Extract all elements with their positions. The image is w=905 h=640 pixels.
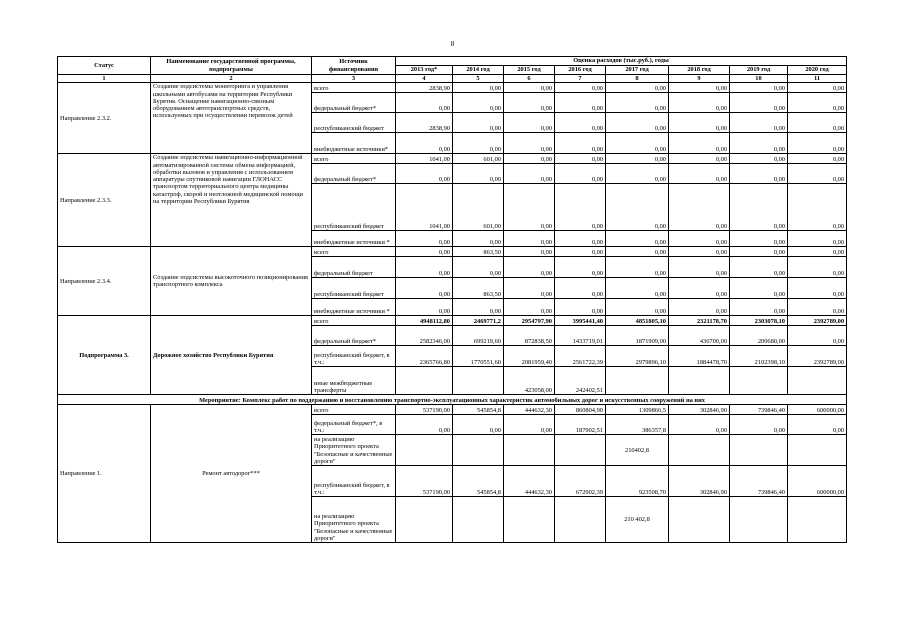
header-year: 2013 год* [396, 66, 453, 75]
value-cell: 0,00 [555, 257, 606, 278]
value-cell: 0,00 [555, 154, 606, 164]
value-cell: 0,00 [555, 231, 606, 247]
value-cell: 0,00 [555, 83, 606, 93]
header-year: 2018 год [669, 66, 730, 75]
value-cell: 2392789,00 [788, 316, 847, 326]
value-cell: 1309866,5 [606, 405, 669, 415]
value-cell: 1433719,01 [555, 326, 606, 346]
value-cell: 0,00 [555, 164, 606, 184]
value-cell: 0,00 [788, 154, 847, 164]
header-year: 2016 год [555, 66, 606, 75]
value-cell: 242402,51 [555, 367, 606, 395]
value-cell: 872838,50 [504, 326, 555, 346]
value-cell: 0,00 [396, 278, 453, 299]
program-name: Дорожное хозяйство Республики Бурятия [151, 316, 312, 395]
funding-source: внебюджетные источники * [312, 299, 396, 316]
value-cell: 2081959,40 [504, 346, 555, 367]
funding-source: республиканский бюджет [312, 278, 396, 299]
expenditure-table [57, 56, 847, 543]
value-cell: 0,00 [606, 184, 669, 231]
value-cell: 0,00 [504, 231, 555, 247]
funding-source: внебюджетные источники* [312, 133, 396, 154]
header-year: 2019 год [730, 66, 788, 75]
value-cell: 0,00 [730, 231, 788, 247]
value-cell [730, 435, 788, 466]
value-cell [730, 497, 788, 543]
section-title: Мероприятие: Комплекс работ по поддержанию и восстановлению транспортно-эксплуатационных характеристик автомобильных дорог и искусственных сооружений на них [58, 395, 847, 405]
value-cell: 0,00 [453, 257, 504, 278]
value-cell: 1770551,60 [453, 346, 504, 367]
value-cell: 0,00 [669, 415, 730, 435]
value-cell: 0,00 [669, 93, 730, 113]
value-cell: 1041,00 [396, 154, 453, 164]
column-index: 5 [453, 75, 504, 83]
value-cell: 0,00 [788, 164, 847, 184]
column-index: 6 [504, 75, 555, 83]
value-cell: 0,00 [504, 184, 555, 231]
value-cell [396, 497, 453, 543]
value-cell [669, 367, 730, 395]
value-cell: 302846,90 [669, 466, 730, 497]
value-cell: 0,00 [606, 231, 669, 247]
value-cell: 2469771,2 [453, 316, 504, 326]
value-cell: 0,00 [669, 257, 730, 278]
value-cell: 0,00 [453, 83, 504, 93]
funding-source: федеральный бюджет [312, 257, 396, 278]
value-cell: 2582346,00 [396, 326, 453, 346]
header-status: Статус [58, 57, 151, 75]
value-cell: 0,00 [504, 83, 555, 93]
value-cell [555, 497, 606, 543]
value-cell [504, 497, 555, 543]
value-cell: 4851805,10 [606, 316, 669, 326]
value-cell: 600000,00 [788, 466, 847, 497]
value-cell: 0,00 [453, 299, 504, 316]
value-cell: 600000,00 [788, 405, 847, 415]
column-index: 11 [788, 75, 847, 83]
value-cell: 699219,60 [453, 326, 504, 346]
value-cell [453, 497, 504, 543]
row-status: Подпрограмма 3. [58, 316, 151, 395]
funding-source: федеральный бюджет* [312, 93, 396, 113]
table-row [58, 405, 847, 415]
value-cell: 923508,70 [606, 466, 669, 497]
program-name: Создание подсистемы навигационно-информационной автоматизированной системы обмена информацией, обработки вызовов и управления с использованием аппаратуры спутниковой навигации ГЛОНАСС транспортом территориального центра медицины катастроф, скорой и неотложной медицинской помощи на территории Республики Бурятия [151, 154, 312, 247]
column-index: 4 [396, 75, 453, 83]
value-cell: 0,00 [504, 93, 555, 113]
value-cell: 0,00 [396, 164, 453, 184]
value-cell: 545854,8 [453, 466, 504, 497]
value-cell: 1871909,00 [606, 326, 669, 346]
value-cell: 0,00 [555, 133, 606, 154]
value-cell: 0,00 [730, 93, 788, 113]
funding-source: всего [312, 83, 396, 93]
funding-source: республиканский бюджет, в т.ч.: [312, 466, 396, 497]
header-year: 2014 год [453, 66, 504, 75]
funding-source: иные межбюджетные трансферты [312, 367, 396, 395]
value-cell: 444632,30 [504, 466, 555, 497]
value-cell: 0,00 [730, 415, 788, 435]
value-cell: 863,50 [453, 278, 504, 299]
value-cell: 2392789,00 [788, 346, 847, 367]
value-cell: 200680,00 [730, 326, 788, 346]
value-cell: 0,00 [730, 278, 788, 299]
value-cell [788, 367, 847, 395]
value-cell [788, 435, 847, 466]
header-program: Наименование государственной программы, подпрограммы [151, 57, 312, 75]
value-cell: 0,00 [396, 415, 453, 435]
column-index: 10 [730, 75, 788, 83]
value-cell: 0,00 [504, 257, 555, 278]
value-cell: 0,00 [504, 113, 555, 133]
header-year: 2017 год [606, 66, 669, 75]
header-year: 2020 год [788, 66, 847, 75]
value-cell: 0,00 [504, 278, 555, 299]
value-cell: 672902,39 [555, 466, 606, 497]
value-cell: 0,00 [730, 299, 788, 316]
value-cell: 0,00 [555, 299, 606, 316]
page-number: 8 [450, 40, 455, 48]
value-cell: 0,00 [504, 164, 555, 184]
value-cell: 0,00 [669, 154, 730, 164]
column-index: 2 [151, 75, 312, 83]
value-cell: 0,00 [555, 113, 606, 133]
value-cell: 601,00 [453, 184, 504, 231]
value-cell: 2102398,10 [730, 346, 788, 367]
value-cell: 436700,00 [669, 326, 730, 346]
value-cell [669, 435, 730, 466]
value-cell: 0,00 [396, 93, 453, 113]
value-cell: 0,00 [606, 247, 669, 257]
funding-source: всего [312, 316, 396, 326]
value-cell [669, 497, 730, 543]
value-cell: 739846,40 [730, 405, 788, 415]
value-cell: 0,00 [555, 184, 606, 231]
funding-source: федеральный бюджет* [312, 326, 396, 346]
value-cell: 444632,30 [504, 405, 555, 415]
value-cell: 0,00 [730, 133, 788, 154]
value-cell: 2365766,80 [396, 346, 453, 367]
value-cell [730, 367, 788, 395]
column-index: 3 [312, 75, 396, 83]
value-cell: 2838,90 [396, 83, 453, 93]
row-status: Направление 2.3.2. [58, 83, 151, 154]
value-cell: 0,00 [788, 299, 847, 316]
row-status: Направление 1. [58, 405, 151, 543]
value-cell: 0,00 [555, 278, 606, 299]
value-cell: 545854,8 [453, 405, 504, 415]
table-row [58, 154, 847, 164]
value-cell: 0,00 [669, 113, 730, 133]
value-cell: 0,00 [606, 154, 669, 164]
value-cell: 187902,51 [555, 415, 606, 435]
value-cell: 0,00 [669, 299, 730, 316]
header-year: 2015 год [504, 66, 555, 75]
value-cell: 0,00 [396, 133, 453, 154]
value-cell: 0,00 [788, 133, 847, 154]
value-cell: 601,00 [453, 154, 504, 164]
funding-source: на реализацию Приоритетного проекта "Безопасные и качественные дороги" [312, 497, 396, 543]
value-cell: 0,00 [606, 113, 669, 133]
value-cell: 210 402,8 [606, 497, 669, 543]
value-cell: 0,00 [453, 93, 504, 113]
value-cell: 537190,00 [396, 466, 453, 497]
funding-source: всего [312, 154, 396, 164]
funding-source: на реализацию Приоритетного проекта "Безопасные и качественные дороги" [312, 435, 396, 466]
value-cell: 0,00 [555, 247, 606, 257]
value-cell: 0,00 [669, 164, 730, 184]
value-cell [606, 367, 669, 395]
header-estimate: Оценка расходов (тыс.руб.), годы [396, 57, 847, 66]
value-cell: 0,00 [453, 133, 504, 154]
funding-source: республиканский бюджет, в т.ч.: [312, 346, 396, 367]
funding-source: республиканский бюджет [312, 184, 396, 231]
table-row [58, 247, 847, 257]
value-cell: 0,00 [396, 257, 453, 278]
value-cell: 0,00 [788, 231, 847, 247]
value-cell: 0,00 [669, 184, 730, 231]
table-row [58, 83, 847, 93]
value-cell: 2321178,70 [669, 316, 730, 326]
value-cell: 0,00 [730, 257, 788, 278]
value-cell: 0,00 [453, 164, 504, 184]
funding-source: всего [312, 405, 396, 415]
value-cell: 386357,8 [606, 415, 669, 435]
header-source: Источник финансирования [312, 57, 396, 75]
value-cell: 739846,40 [730, 466, 788, 497]
value-cell: 537190,00 [396, 405, 453, 415]
row-status: Направление 2.3.3. [58, 154, 151, 247]
value-cell: 0,00 [669, 247, 730, 257]
value-cell: 0,00 [788, 326, 847, 346]
value-cell: 210402,8 [606, 435, 669, 466]
value-cell: 0,00 [730, 184, 788, 231]
value-cell: 302846,90 [669, 405, 730, 415]
value-cell: 2838,90 [396, 113, 453, 133]
value-cell: 0,00 [504, 247, 555, 257]
value-cell: 0,00 [504, 154, 555, 164]
value-cell: 0,00 [669, 278, 730, 299]
column-index: 1 [58, 75, 151, 83]
value-cell: 2561722,39 [555, 346, 606, 367]
value-cell: 863,50 [453, 247, 504, 257]
value-cell: 0,00 [669, 133, 730, 154]
value-cell: 860804,90 [555, 405, 606, 415]
column-index: 8 [606, 75, 669, 83]
value-cell: 0,00 [453, 415, 504, 435]
value-cell: 0,00 [606, 257, 669, 278]
value-cell: 0,00 [788, 247, 847, 257]
value-cell [396, 367, 453, 395]
value-cell: 0,00 [788, 83, 847, 93]
value-cell: 0,00 [788, 257, 847, 278]
value-cell: 0,00 [788, 113, 847, 133]
value-cell: 0,00 [788, 184, 847, 231]
value-cell: 0,00 [606, 278, 669, 299]
program-name: Ремонт автодорог*** [151, 405, 312, 543]
value-cell [453, 435, 504, 466]
program-name: Создание подсистемы высокоточного позиционирования транспортного комплекса [151, 247, 312, 316]
value-cell: 0,00 [730, 113, 788, 133]
value-cell: 4948112,80 [396, 316, 453, 326]
value-cell: 0,00 [669, 231, 730, 247]
value-cell: 0,00 [453, 113, 504, 133]
value-cell: 0,00 [788, 278, 847, 299]
program-name: Создание подсистемы мониторинга и управления школьными автобусами на территории Республики Бурятия. Оснащение навигационно-связным оборудованием автотранспортных средств, используемых при осуществлении перевозок детей [151, 83, 312, 154]
funding-source: федеральный бюджет* [312, 164, 396, 184]
value-cell: 0,00 [606, 93, 669, 113]
value-cell: 1041,00 [396, 184, 453, 231]
value-cell: 0,00 [606, 299, 669, 316]
value-cell: 0,00 [606, 133, 669, 154]
value-cell [453, 367, 504, 395]
value-cell: 0,00 [555, 93, 606, 113]
value-cell: 0,00 [504, 299, 555, 316]
funding-source: всего [312, 247, 396, 257]
value-cell: 423058,00 [504, 367, 555, 395]
value-cell [555, 435, 606, 466]
value-cell: 0,00 [788, 415, 847, 435]
table-row [58, 316, 847, 326]
value-cell: 2954797,90 [504, 316, 555, 326]
value-cell: 0,00 [788, 93, 847, 113]
value-cell: 3995441,40 [555, 316, 606, 326]
value-cell: 0,00 [396, 231, 453, 247]
column-index: 9 [669, 75, 730, 83]
value-cell: 0,00 [669, 83, 730, 93]
value-cell: 0,00 [504, 133, 555, 154]
value-cell [788, 497, 847, 543]
value-cell: 0,00 [730, 83, 788, 93]
funding-source: внебюджетные источники * [312, 231, 396, 247]
value-cell: 0,00 [396, 247, 453, 257]
value-cell: 0,00 [396, 299, 453, 316]
value-cell [396, 435, 453, 466]
value-cell: 0,00 [504, 415, 555, 435]
value-cell: 2303078,10 [730, 316, 788, 326]
value-cell: 2979896,10 [606, 346, 669, 367]
funding-source: республиканский бюджет [312, 113, 396, 133]
row-status: Направление 2.3.4. [58, 247, 151, 316]
value-cell: 0,00 [730, 164, 788, 184]
value-cell: 0,00 [606, 83, 669, 93]
value-cell: 0,00 [606, 164, 669, 184]
value-cell: 0,00 [730, 154, 788, 164]
value-cell: 0,00 [730, 247, 788, 257]
value-cell [504, 435, 555, 466]
value-cell: 0,00 [453, 231, 504, 247]
funding-source: федеральный бюджет*, в т.ч.: [312, 415, 396, 435]
column-index: 7 [555, 75, 606, 83]
value-cell: 1884478,70 [669, 346, 730, 367]
